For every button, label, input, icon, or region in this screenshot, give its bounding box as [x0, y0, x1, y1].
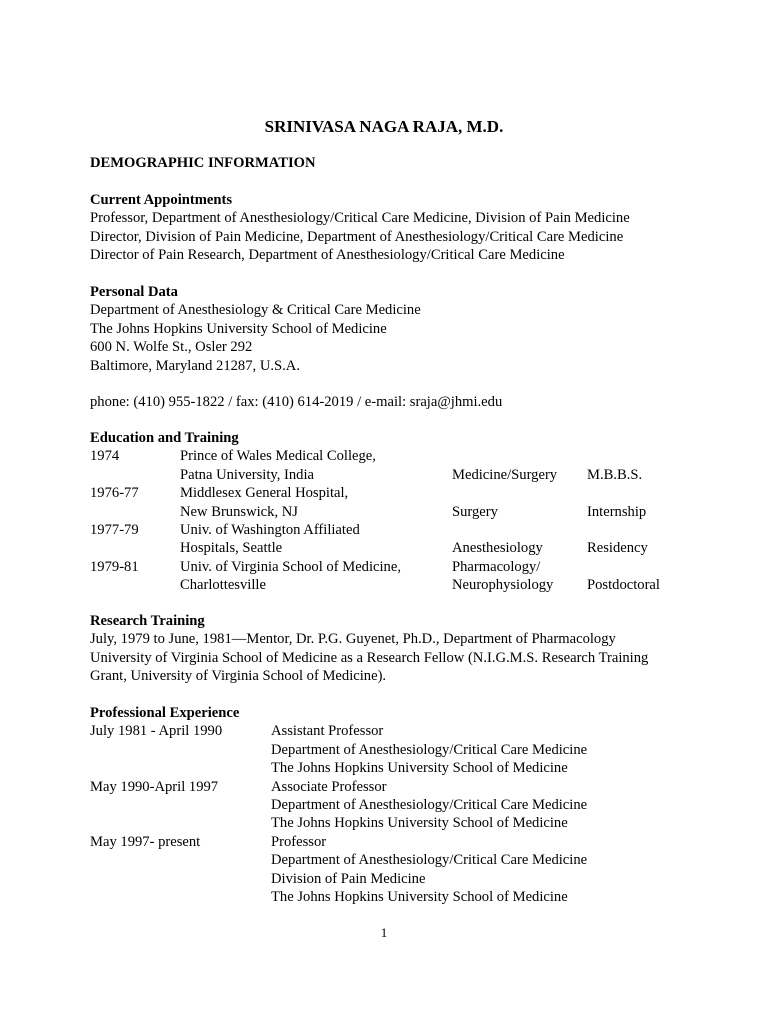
research-training-section	[90, 612, 648, 686]
education-year: 1974	[90, 448, 120, 465]
education-row	[90, 558, 690, 595]
education-year: 1977-79	[90, 522, 139, 538]
education-section	[90, 429, 690, 595]
page-number: 1	[380, 925, 388, 940]
experience-detail: Division of Pain Medicine	[271, 870, 426, 887]
contact-line: phone: (410) 955-1822 / fax: (410) 614-2019 / e-mail: sraja@jhmi.edu	[90, 394, 503, 411]
education-institution: Univ. of Virginia School of Medicine,	[180, 558, 401, 575]
current-appointments-section	[90, 191, 630, 265]
address-line: Department of Anesthesiology & Critical Care Medicine	[90, 302, 421, 319]
experience-heading: Professional Experience	[90, 705, 240, 721]
education-institution: New Brunswick, NJ	[180, 503, 298, 520]
research-training-heading: Research Training	[90, 613, 205, 629]
current-appointments-heading: Current Appointments	[90, 192, 233, 208]
experience-row	[90, 722, 650, 777]
education-heading: Education and Training	[90, 430, 239, 446]
research-line: Grant, University of Virginia School of Medicine).	[90, 668, 387, 685]
education-field: Medicine/Surgery	[452, 466, 558, 483]
education-degree: Internship	[587, 503, 647, 520]
experience-title: Associate Professor	[271, 778, 387, 795]
personal-data-section	[90, 283, 502, 412]
section-heading-demographic: DEMOGRAPHIC INFORMATION	[90, 155, 316, 171]
education-institution: Hospitals, Seattle	[180, 540, 283, 557]
education-field: Neurophysiology	[452, 577, 554, 594]
experience-detail: The Johns Hopkins University School of Medicine	[271, 760, 568, 777]
experience-detail: Department of Anesthesiology/Critical Care Medicine	[271, 741, 588, 758]
experience-period: July 1981 - April 1990	[90, 723, 223, 740]
appointment-line: Director, Division of Pain Medicine, Department of Anesthesiology/Critical Care Medicine	[90, 228, 624, 245]
education-field: Pharmacology/	[452, 558, 541, 575]
experience-section	[90, 704, 650, 906]
address-line: Baltimore, Maryland 21287, U.S.A.	[90, 357, 300, 374]
education-field: Anesthesiology	[452, 540, 543, 557]
education-institution: Prince of Wales Medical College,	[180, 448, 376, 465]
appointment-line: Director of Pain Research, Department of Anesthesiology/Critical Care Medicine	[90, 247, 565, 264]
experience-period: May 1990-April 1997	[90, 778, 219, 795]
education-institution: Patna University, India	[180, 466, 315, 483]
experience-row	[90, 778, 650, 833]
education-year: 1979-81	[90, 558, 139, 575]
education-row	[90, 447, 690, 484]
education-degree: Postdoctoral	[587, 577, 660, 594]
appointment-line: Professor, Department of Anesthesiology/Critical Care Medicine, Division of Pain Medicine	[90, 210, 630, 227]
education-degree: M.B.B.S.	[587, 466, 643, 483]
experience-title: Professor	[271, 833, 327, 850]
experience-row	[90, 833, 650, 907]
personal-data-heading: Personal Data	[90, 284, 178, 300]
address-line: 600 N. Wolfe St., Osler 292	[90, 339, 253, 356]
experience-detail: Department of Anesthesiology/Critical Care Medicine	[271, 852, 588, 869]
education-year: 1976-77	[90, 485, 139, 502]
education-degree: Residency	[587, 540, 648, 557]
research-line: University of Virginia School of Medicine as a Research Fellow (N.I.G.M.S. Research Training	[90, 649, 649, 666]
experience-title: Assistant Professor	[271, 723, 384, 740]
experience-detail: Department of Anesthesiology/Critical Care Medicine	[271, 796, 588, 813]
education-row	[90, 521, 690, 558]
education-field: Surgery	[452, 503, 498, 520]
experience-detail: The Johns Hopkins University School of Medicine	[271, 815, 568, 832]
research-line: July, 1979 to June, 1981—Mentor, Dr. P.G. Guyenet, Ph.D., Department of Pharmacology	[90, 631, 616, 648]
page-title: SRINIVASA NAGA RAJA, M.D.	[264, 117, 504, 136]
experience-detail: The Johns Hopkins University School of Medicine	[271, 888, 568, 905]
experience-period: May 1997- present	[90, 833, 201, 850]
education-institution: Univ. of Washington Affiliated	[180, 522, 360, 538]
education-institution: Charlottesville	[180, 577, 266, 594]
education-row	[90, 484, 690, 521]
address-line: The Johns Hopkins University School of Medicine	[90, 320, 387, 337]
education-institution: Middlesex General Hospital,	[180, 485, 349, 502]
